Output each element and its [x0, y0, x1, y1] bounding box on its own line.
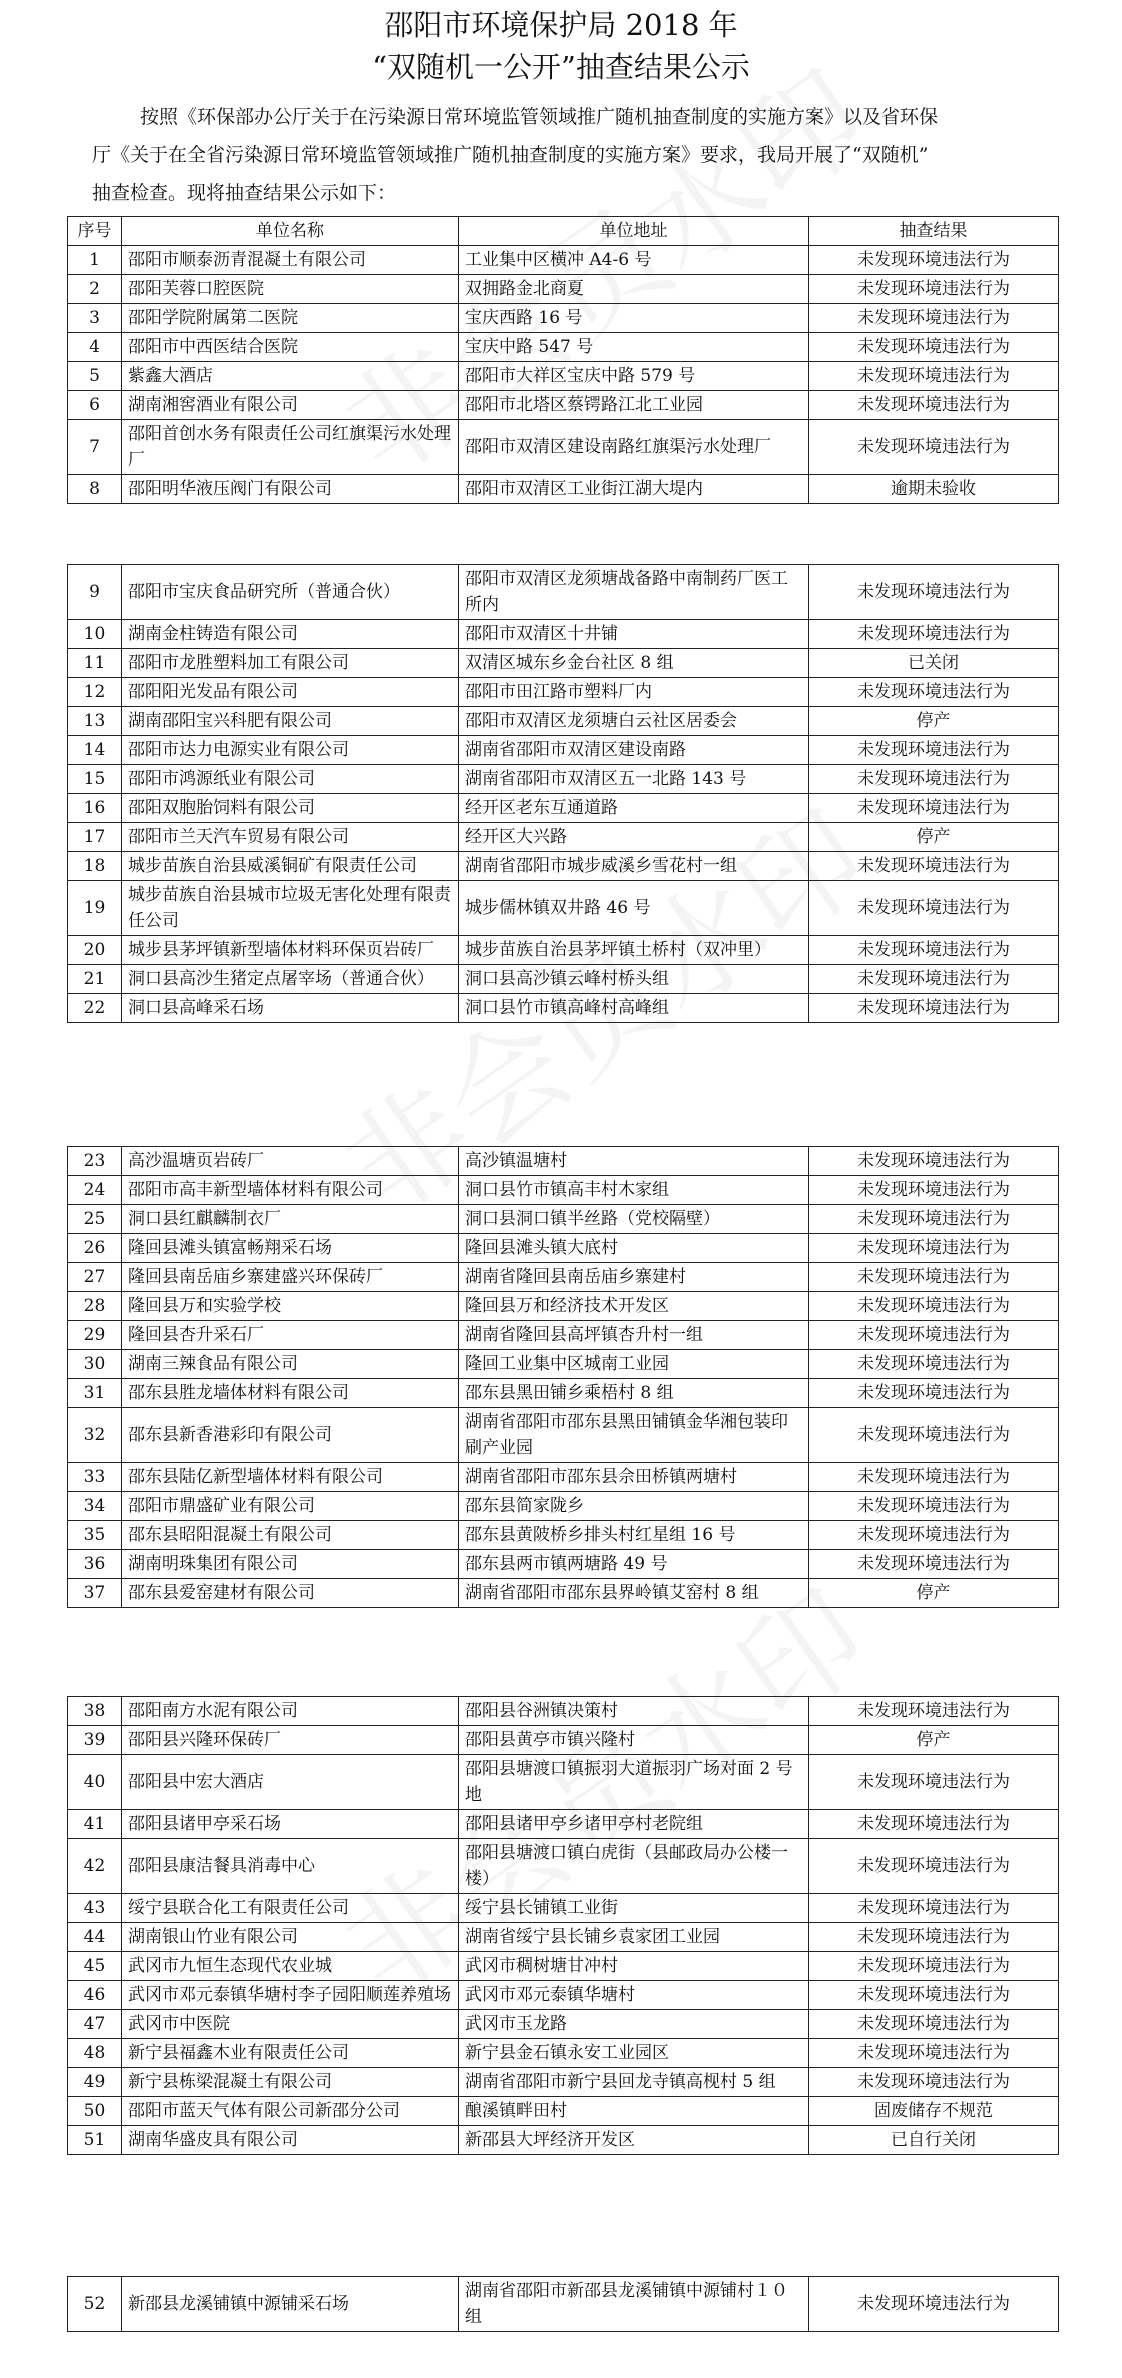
unit-name: 城步苗族自治县城市垃圾无害化处理有限责任公司: [122, 881, 459, 936]
inspection-result: 未发现环境违法行为: [809, 391, 1059, 420]
table-row: [68, 475, 1059, 504]
inspection-result: 未发现环境违法行为: [809, 2068, 1059, 2097]
inspection-result: 未发现环境违法行为: [809, 965, 1059, 994]
table-row: [68, 1492, 1059, 1521]
table-row: [68, 965, 1059, 994]
table-row: [68, 1697, 1059, 1726]
unit-name: 邵阳县康洁餐具消毒中心: [122, 1839, 459, 1894]
unit-name: 邵阳双胞胎饲料有限公司: [122, 794, 459, 823]
unit-name: 邵阳市宝庆食品研究所（普通合伙）: [122, 565, 459, 620]
unit-name: 洞口县高峰采石场: [122, 994, 459, 1023]
inspection-result: 未发现环境违法行为: [809, 1981, 1059, 2010]
table-row: [68, 1810, 1059, 1839]
table-row: [68, 936, 1059, 965]
inspection-result: 未发现环境违法行为: [809, 1463, 1059, 1492]
unit-address: 洞口县高沙镇云峰村桥头组: [459, 965, 809, 994]
row-index: 18: [68, 852, 122, 881]
inspection-result: 未发现环境违法行为: [809, 246, 1059, 275]
unit-name: 隆回县南岳庙乡寨建盛兴环保砖厂: [122, 1263, 459, 1292]
unit-address: 双清区城东乡金台社区 8 组: [459, 649, 809, 678]
unit-address: 城步苗族自治县茅坪镇土桥村（双冲里）: [459, 936, 809, 965]
inspection-result: 未发现环境违法行为: [809, 794, 1059, 823]
unit-address: 邵东县黄陂桥乡排头村红星组 16 号: [459, 1521, 809, 1550]
unit-name: 邵东县胜龙墙体材料有限公司: [122, 1379, 459, 1408]
row-index: 21: [68, 965, 122, 994]
inspection-result: 未发现环境违法行为: [809, 1755, 1059, 1810]
row-index: 41: [68, 1810, 122, 1839]
unit-name: 邵阳市顺泰沥青混凝土有限公司: [122, 246, 459, 275]
unit-address: 邵阳市双清区建设南路红旗渠污水处理厂: [459, 420, 809, 475]
unit-address: 湖南省邵阳市双清区建设南路: [459, 736, 809, 765]
header-result: 抽查结果: [809, 217, 1059, 246]
row-index: 32: [68, 1408, 122, 1463]
header-index: 序号: [68, 217, 122, 246]
unit-name: 湖南金柱铸造有限公司: [122, 620, 459, 649]
unit-name: 武冈市九恒生态现代农业城: [122, 1952, 459, 1981]
unit-address: 武冈市稠树塘甘冲村: [459, 1952, 809, 1981]
unit-address: 邵阳县谷洲镇决策村: [459, 1697, 809, 1726]
unit-name: 武冈市中医院: [122, 2010, 459, 2039]
intro-line-1: 按照《环保部办公厅关于在污染源日常环境监管领域推广随机抽查制度的实施方案》以及省环保: [140, 106, 939, 128]
row-index: 7: [68, 420, 122, 475]
table-row: [68, 1981, 1059, 2010]
unit-name: 邵阳县诸甲亭采石场: [122, 1810, 459, 1839]
unit-address: 湖南省邵阳市双清区五一北路 143 号: [459, 765, 809, 794]
unit-name: 邵东县昭阳混凝土有限公司: [122, 1521, 459, 1550]
unit-address: 邵阳县塘渡口镇振羽大道振羽广场对面 2 号地: [459, 1755, 809, 1810]
unit-address: 邵阳市双清区工业街江湖大堤内: [459, 475, 809, 504]
unit-address: 武冈市邓元泰镇华塘村: [459, 1981, 809, 2010]
row-index: 38: [68, 1697, 122, 1726]
unit-name: 邵阳明华液压阀门有限公司: [122, 475, 459, 504]
inspection-result: 未发现环境违法行为: [809, 2010, 1059, 2039]
unit-name: 湖南明珠集团有限公司: [122, 1550, 459, 1579]
unit-address: 邵阳市双清区龙须塘战备路中南制药厂医工所内: [459, 565, 809, 620]
table-row: [68, 246, 1059, 275]
unit-address: 邵东县黑田铺乡乘梧村 8 组: [459, 1379, 809, 1408]
table-row: [68, 765, 1059, 794]
unit-address: 湖南省邵阳市新邵县龙溪铺镇中源铺村１０组: [459, 2277, 809, 2332]
unit-address: 湖南省隆回县高坪镇杏升村一组: [459, 1321, 809, 1350]
unit-name: 邵阳市龙胜塑料加工有限公司: [122, 649, 459, 678]
row-index: 8: [68, 475, 122, 504]
inspection-result: 未发现环境违法行为: [809, 304, 1059, 333]
row-index: 34: [68, 1492, 122, 1521]
table-row: [68, 1755, 1059, 1810]
results-table-2: [67, 564, 1059, 1023]
unit-name: 紫鑫大酒店: [122, 362, 459, 391]
unit-address: 邵东县简家陇乡: [459, 1492, 809, 1521]
unit-name: 绥宁县联合化工有限责任公司: [122, 1894, 459, 1923]
unit-address: 武冈市玉龙路: [459, 2010, 809, 2039]
unit-address: 高沙镇温塘村: [459, 1147, 809, 1176]
table-row: [68, 1147, 1059, 1176]
unit-name: 邵阳首创水务有限责任公司红旗渠污水处理厂: [122, 420, 459, 475]
table-row: [68, 1923, 1059, 1952]
unit-address: 邵阳市双清区龙须塘白云社区居委会: [459, 707, 809, 736]
table-row: [68, 333, 1059, 362]
table-row: [68, 275, 1059, 304]
inspection-result: 未发现环境违法行为: [809, 1408, 1059, 1463]
table-row: [68, 1263, 1059, 1292]
header-unit-name: 单位名称: [122, 217, 459, 246]
inspection-result: 已关闭: [809, 649, 1059, 678]
table-row: [68, 2068, 1059, 2097]
row-index: 27: [68, 1263, 122, 1292]
table-row: [68, 794, 1059, 823]
inspection-result: 停产: [809, 1726, 1059, 1755]
results-table-4: [67, 1696, 1059, 2155]
row-index: 30: [68, 1350, 122, 1379]
inspection-result: 未发现环境违法行为: [809, 1839, 1059, 1894]
unit-address: 宝庆西路 16 号: [459, 304, 809, 333]
unit-name: 邵东县新香港彩印有限公司: [122, 1408, 459, 1463]
row-index: 26: [68, 1234, 122, 1263]
inspection-result: 未发现环境违法行为: [809, 1550, 1059, 1579]
unit-name: 邵阳县兴隆环保砖厂: [122, 1726, 459, 1755]
unit-address: 湖南省邵阳市邵东县佘田桥镇两塘村: [459, 1463, 809, 1492]
table-row: [68, 1521, 1059, 1550]
table-row: [68, 1839, 1059, 1894]
results-table-5: [67, 2276, 1059, 2332]
row-index: 48: [68, 2039, 122, 2068]
inspection-result: 未发现环境违法行为: [809, 1697, 1059, 1726]
unit-address: 隆回县滩头镇大底村: [459, 1234, 809, 1263]
table-row: [68, 1952, 1059, 1981]
row-index: 5: [68, 362, 122, 391]
inspection-result: 未发现环境违法行为: [809, 678, 1059, 707]
row-index: 3: [68, 304, 122, 333]
table-row: [68, 881, 1059, 936]
unit-address: 邵阳市北塔区蔡锷路江北工业园: [459, 391, 809, 420]
unit-name: 新宁县栋梁混凝土有限公司: [122, 2068, 459, 2097]
inspection-result: 未发现环境违法行为: [809, 936, 1059, 965]
unit-name: 邵阳市中西医结合医院: [122, 333, 459, 362]
unit-name: 湖南湘窖酒业有限公司: [122, 391, 459, 420]
row-index: 29: [68, 1321, 122, 1350]
unit-name: 新邵县龙溪铺镇中源铺采石场: [122, 2277, 459, 2332]
unit-name: 高沙温塘页岩砖厂: [122, 1147, 459, 1176]
inspection-result: 未发现环境违法行为: [809, 420, 1059, 475]
table-row: [68, 707, 1059, 736]
row-index: 6: [68, 391, 122, 420]
unit-name: 城步县茅坪镇新型墙体材料环保页岩砖厂: [122, 936, 459, 965]
row-index: 1: [68, 246, 122, 275]
document-title-line-1: 邵阳市环境保护局 2018 年: [384, 8, 738, 42]
unit-address: 新邵县大坪经济开发区: [459, 2126, 809, 2155]
unit-address: 城步儒林镇双井路 46 号: [459, 881, 809, 936]
inspection-result: 停产: [809, 707, 1059, 736]
unit-name: 城步苗族自治县威溪铜矿有限责任公司: [122, 852, 459, 881]
table-body: [68, 2277, 1059, 2332]
table-body: [68, 1697, 1059, 2155]
header-unit-address: 单位地址: [459, 217, 809, 246]
row-index: 50: [68, 2097, 122, 2126]
unit-name: 洞口县高沙生猪定点屠宰场（普通合伙）: [122, 965, 459, 994]
unit-address: 邵阳市田江路市塑料厂内: [459, 678, 809, 707]
document-title-line-2: “双随机一公开”抽查结果公示: [372, 50, 750, 84]
table-row: [68, 1550, 1059, 1579]
unit-name: 邵阳市高丰新型墙体材料有限公司: [122, 1176, 459, 1205]
row-index: 49: [68, 2068, 122, 2097]
inspection-result: 未发现环境违法行为: [809, 1923, 1059, 1952]
inspection-result: 未发现环境违法行为: [809, 362, 1059, 391]
row-index: 24: [68, 1176, 122, 1205]
row-index: 37: [68, 1579, 122, 1608]
row-index: 46: [68, 1981, 122, 2010]
row-index: 13: [68, 707, 122, 736]
unit-name: 邵阳南方水泥有限公司: [122, 1697, 459, 1726]
unit-address: 宝庆中路 547 号: [459, 333, 809, 362]
table-row: [68, 1176, 1059, 1205]
table-row: [68, 1321, 1059, 1350]
unit-name: 隆回县滩头镇富畅翔采石场: [122, 1234, 459, 1263]
unit-name: 湖南华盛皮具有限公司: [122, 2126, 459, 2155]
table-row: [68, 649, 1059, 678]
unit-address: 绥宁县长铺镇工业街: [459, 1894, 809, 1923]
inspection-result: 未发现环境违法行为: [809, 2277, 1059, 2332]
row-index: 14: [68, 736, 122, 765]
inspection-result: 未发现环境违法行为: [809, 1147, 1059, 1176]
inspection-result: 未发现环境违法行为: [809, 881, 1059, 936]
row-index: 22: [68, 994, 122, 1023]
inspection-result: 未发现环境违法行为: [809, 1521, 1059, 1550]
unit-name: 武冈市邓元泰镇华塘村李子园阳顺莲养殖场: [122, 1981, 459, 2010]
inspection-result: 未发现环境违法行为: [809, 1350, 1059, 1379]
table-body: [68, 565, 1059, 1023]
table-row: [68, 362, 1059, 391]
unit-address: 湖南省邵阳市新宁县回龙寺镇高枧村 5 组: [459, 2068, 809, 2097]
table-row: [68, 2097, 1059, 2126]
row-index: 40: [68, 1755, 122, 1810]
unit-name: 隆回县万和实验学校: [122, 1292, 459, 1321]
unit-address: 隆回县万和经济技术开发区: [459, 1292, 809, 1321]
unit-name: 邵东县爱窑建材有限公司: [122, 1579, 459, 1608]
inspection-result: 未发现环境违法行为: [809, 1492, 1059, 1521]
row-index: 44: [68, 1923, 122, 1952]
inspection-result: 未发现环境违法行为: [809, 1176, 1059, 1205]
row-index: 25: [68, 1205, 122, 1234]
row-index: 9: [68, 565, 122, 620]
inspection-result: 未发现环境违法行为: [809, 1894, 1059, 1923]
row-index: 10: [68, 620, 122, 649]
row-index: 42: [68, 1839, 122, 1894]
unit-address: 酿溪镇畔田村: [459, 2097, 809, 2126]
unit-address: 经开区老东互通道路: [459, 794, 809, 823]
unit-address: 邵阳县塘渡口镇白虎街（县邮政局办公楼一楼）: [459, 1839, 809, 1894]
unit-name: 邵阳阳光发品有限公司: [122, 678, 459, 707]
row-index: 28: [68, 1292, 122, 1321]
row-index: 16: [68, 794, 122, 823]
row-index: 11: [68, 649, 122, 678]
inspection-result: 逾期未验收: [809, 475, 1059, 504]
table-row: [68, 304, 1059, 333]
table-row: [68, 565, 1059, 620]
row-index: 51: [68, 2126, 122, 2155]
unit-name: 邵阳学院附属第二医院: [122, 304, 459, 333]
unit-name: 湖南银山竹业有限公司: [122, 1923, 459, 1952]
inspection-result: 未发现环境违法行为: [809, 275, 1059, 304]
inspection-result: 未发现环境违法行为: [809, 1810, 1059, 1839]
table-body: [68, 1147, 1059, 1608]
unit-address: 双拥路金北商夏: [459, 275, 809, 304]
table-row: [68, 2039, 1059, 2068]
row-index: 23: [68, 1147, 122, 1176]
unit-name: 邵阳县中宏大酒店: [122, 1755, 459, 1810]
unit-address: 湖南省邵阳市城步威溪乡雪花村一组: [459, 852, 809, 881]
unit-name: 新宁县福鑫木业有限责任公司: [122, 2039, 459, 2068]
table-row: [68, 1234, 1059, 1263]
row-index: 43: [68, 1894, 122, 1923]
intro-line-2: 厅《关于在全省污染源日常环境监管领域推广随机抽查制度的实施方案》要求，我局开展了“双随机”: [92, 144, 929, 166]
inspection-result: 未发现环境违法行为: [809, 1321, 1059, 1350]
inspection-result: 未发现环境违法行为: [809, 765, 1059, 794]
table-row: [68, 1894, 1059, 1923]
table-row: [68, 1292, 1059, 1321]
unit-name: 邵阳市兰天汽车贸易有限公司: [122, 823, 459, 852]
table-row: [68, 1579, 1059, 1608]
inspection-result: 未发现环境违法行为: [809, 1205, 1059, 1234]
unit-address: 湖南省邵阳市邵东县界岭镇艾窑村 8 组: [459, 1579, 809, 1608]
inspection-result: 未发现环境违法行为: [809, 565, 1059, 620]
table-row: [68, 420, 1059, 475]
inspection-result: 未发现环境违法行为: [809, 1379, 1059, 1408]
row-index: 33: [68, 1463, 122, 1492]
unit-address: 工业集中区横冲 A4-6 号: [459, 246, 809, 275]
unit-address: 洞口县竹市镇高丰村木家组: [459, 1176, 809, 1205]
table-row: [68, 391, 1059, 420]
inspection-result: 未发现环境违法行为: [809, 620, 1059, 649]
unit-address: 洞口县竹市镇高峰村高峰组: [459, 994, 809, 1023]
inspection-result: 未发现环境违法行为: [809, 994, 1059, 1023]
unit-name: 邵阳市鼎盛矿业有限公司: [122, 1492, 459, 1521]
inspection-result: 未发现环境违法行为: [809, 1292, 1059, 1321]
row-index: 12: [68, 678, 122, 707]
table-row: [68, 2126, 1059, 2155]
table-row: [68, 1463, 1059, 1492]
unit-address: 经开区大兴路: [459, 823, 809, 852]
row-index: 35: [68, 1521, 122, 1550]
table-row: [68, 2277, 1059, 2332]
unit-name: 邵阳市鸿源纸业有限公司: [122, 765, 459, 794]
unit-name: 邵阳市达力电源实业有限公司: [122, 736, 459, 765]
inspection-result: 停产: [809, 823, 1059, 852]
table-row: [68, 994, 1059, 1023]
table-row: [68, 1408, 1059, 1463]
unit-name: 湖南邵阳宝兴科肥有限公司: [122, 707, 459, 736]
unit-address: 邵阳市大祥区宝庆中路 579 号: [459, 362, 809, 391]
inspection-result: 未发现环境违法行为: [809, 1263, 1059, 1292]
inspection-result: 已自行关闭: [809, 2126, 1059, 2155]
inspection-result: 未发现环境违法行为: [809, 1234, 1059, 1263]
table-row: [68, 678, 1059, 707]
table-header-row: [68, 217, 1059, 246]
row-index: 47: [68, 2010, 122, 2039]
unit-address: 湖南省邵阳市邵东县黑田铺镇金华湘包装印刷产业园: [459, 1408, 809, 1463]
table-row: [68, 2010, 1059, 2039]
row-index: 39: [68, 1726, 122, 1755]
row-index: 20: [68, 936, 122, 965]
unit-name: 隆回县杏升采石厂: [122, 1321, 459, 1350]
inspection-result: 未发现环境违法行为: [809, 333, 1059, 362]
row-index: 19: [68, 881, 122, 936]
row-index: 45: [68, 1952, 122, 1981]
unit-address: 邵阳县黄亭市镇兴隆村: [459, 1726, 809, 1755]
unit-address: 湖南省绥宁县长铺乡袁家团工业园: [459, 1923, 809, 1952]
unit-name: 邵东县陆亿新型墙体材料有限公司: [122, 1463, 459, 1492]
unit-address: 湖南省隆回县南岳庙乡寨建村: [459, 1263, 809, 1292]
unit-address: 隆回工业集中区城南工业园: [459, 1350, 809, 1379]
inspection-result: 未发现环境违法行为: [809, 736, 1059, 765]
row-index: 4: [68, 333, 122, 362]
inspection-result: 未发现环境违法行为: [809, 1952, 1059, 1981]
unit-address: 新宁县金石镇永安工业园区: [459, 2039, 809, 2068]
row-index: 31: [68, 1379, 122, 1408]
table-row: [68, 1350, 1059, 1379]
table-row: [68, 852, 1059, 881]
row-index: 17: [68, 823, 122, 852]
table-row: [68, 620, 1059, 649]
table-body: [68, 246, 1059, 504]
table-row: [68, 1205, 1059, 1234]
unit-name: 湖南三辣食品有限公司: [122, 1350, 459, 1379]
unit-address: 邵阳县诸甲亭乡诸甲亭村老院组: [459, 1810, 809, 1839]
table-row: [68, 1379, 1059, 1408]
unit-address: 邵东县两市镇两塘路 49 号: [459, 1550, 809, 1579]
unit-name: 邵阳芙蓉口腔医院: [122, 275, 459, 304]
intro-line-3: 抽查检查。现将抽查结果公示如下：: [92, 182, 397, 204]
table-row: [68, 823, 1059, 852]
inspection-result: 未发现环境违法行为: [809, 2039, 1059, 2068]
row-index: 36: [68, 1550, 122, 1579]
results-table-1: [67, 216, 1059, 504]
unit-address: 邵阳市双清区十井铺: [459, 620, 809, 649]
unit-address: 洞口县洞口镇半丝路（党校隔壁）: [459, 1205, 809, 1234]
row-index: 15: [68, 765, 122, 794]
row-index: 52: [68, 2277, 122, 2332]
inspection-result: 停产: [809, 1579, 1059, 1608]
row-index: 2: [68, 275, 122, 304]
inspection-result: 固废储存不规范: [809, 2097, 1059, 2126]
table-row: [68, 1726, 1059, 1755]
table-row: [68, 736, 1059, 765]
unit-name: 洞口县红麒麟制衣厂: [122, 1205, 459, 1234]
inspection-result: 未发现环境违法行为: [809, 852, 1059, 881]
results-table-3: [67, 1146, 1059, 1608]
unit-name: 邵阳市蓝天气体有限公司新邵分公司: [122, 2097, 459, 2126]
